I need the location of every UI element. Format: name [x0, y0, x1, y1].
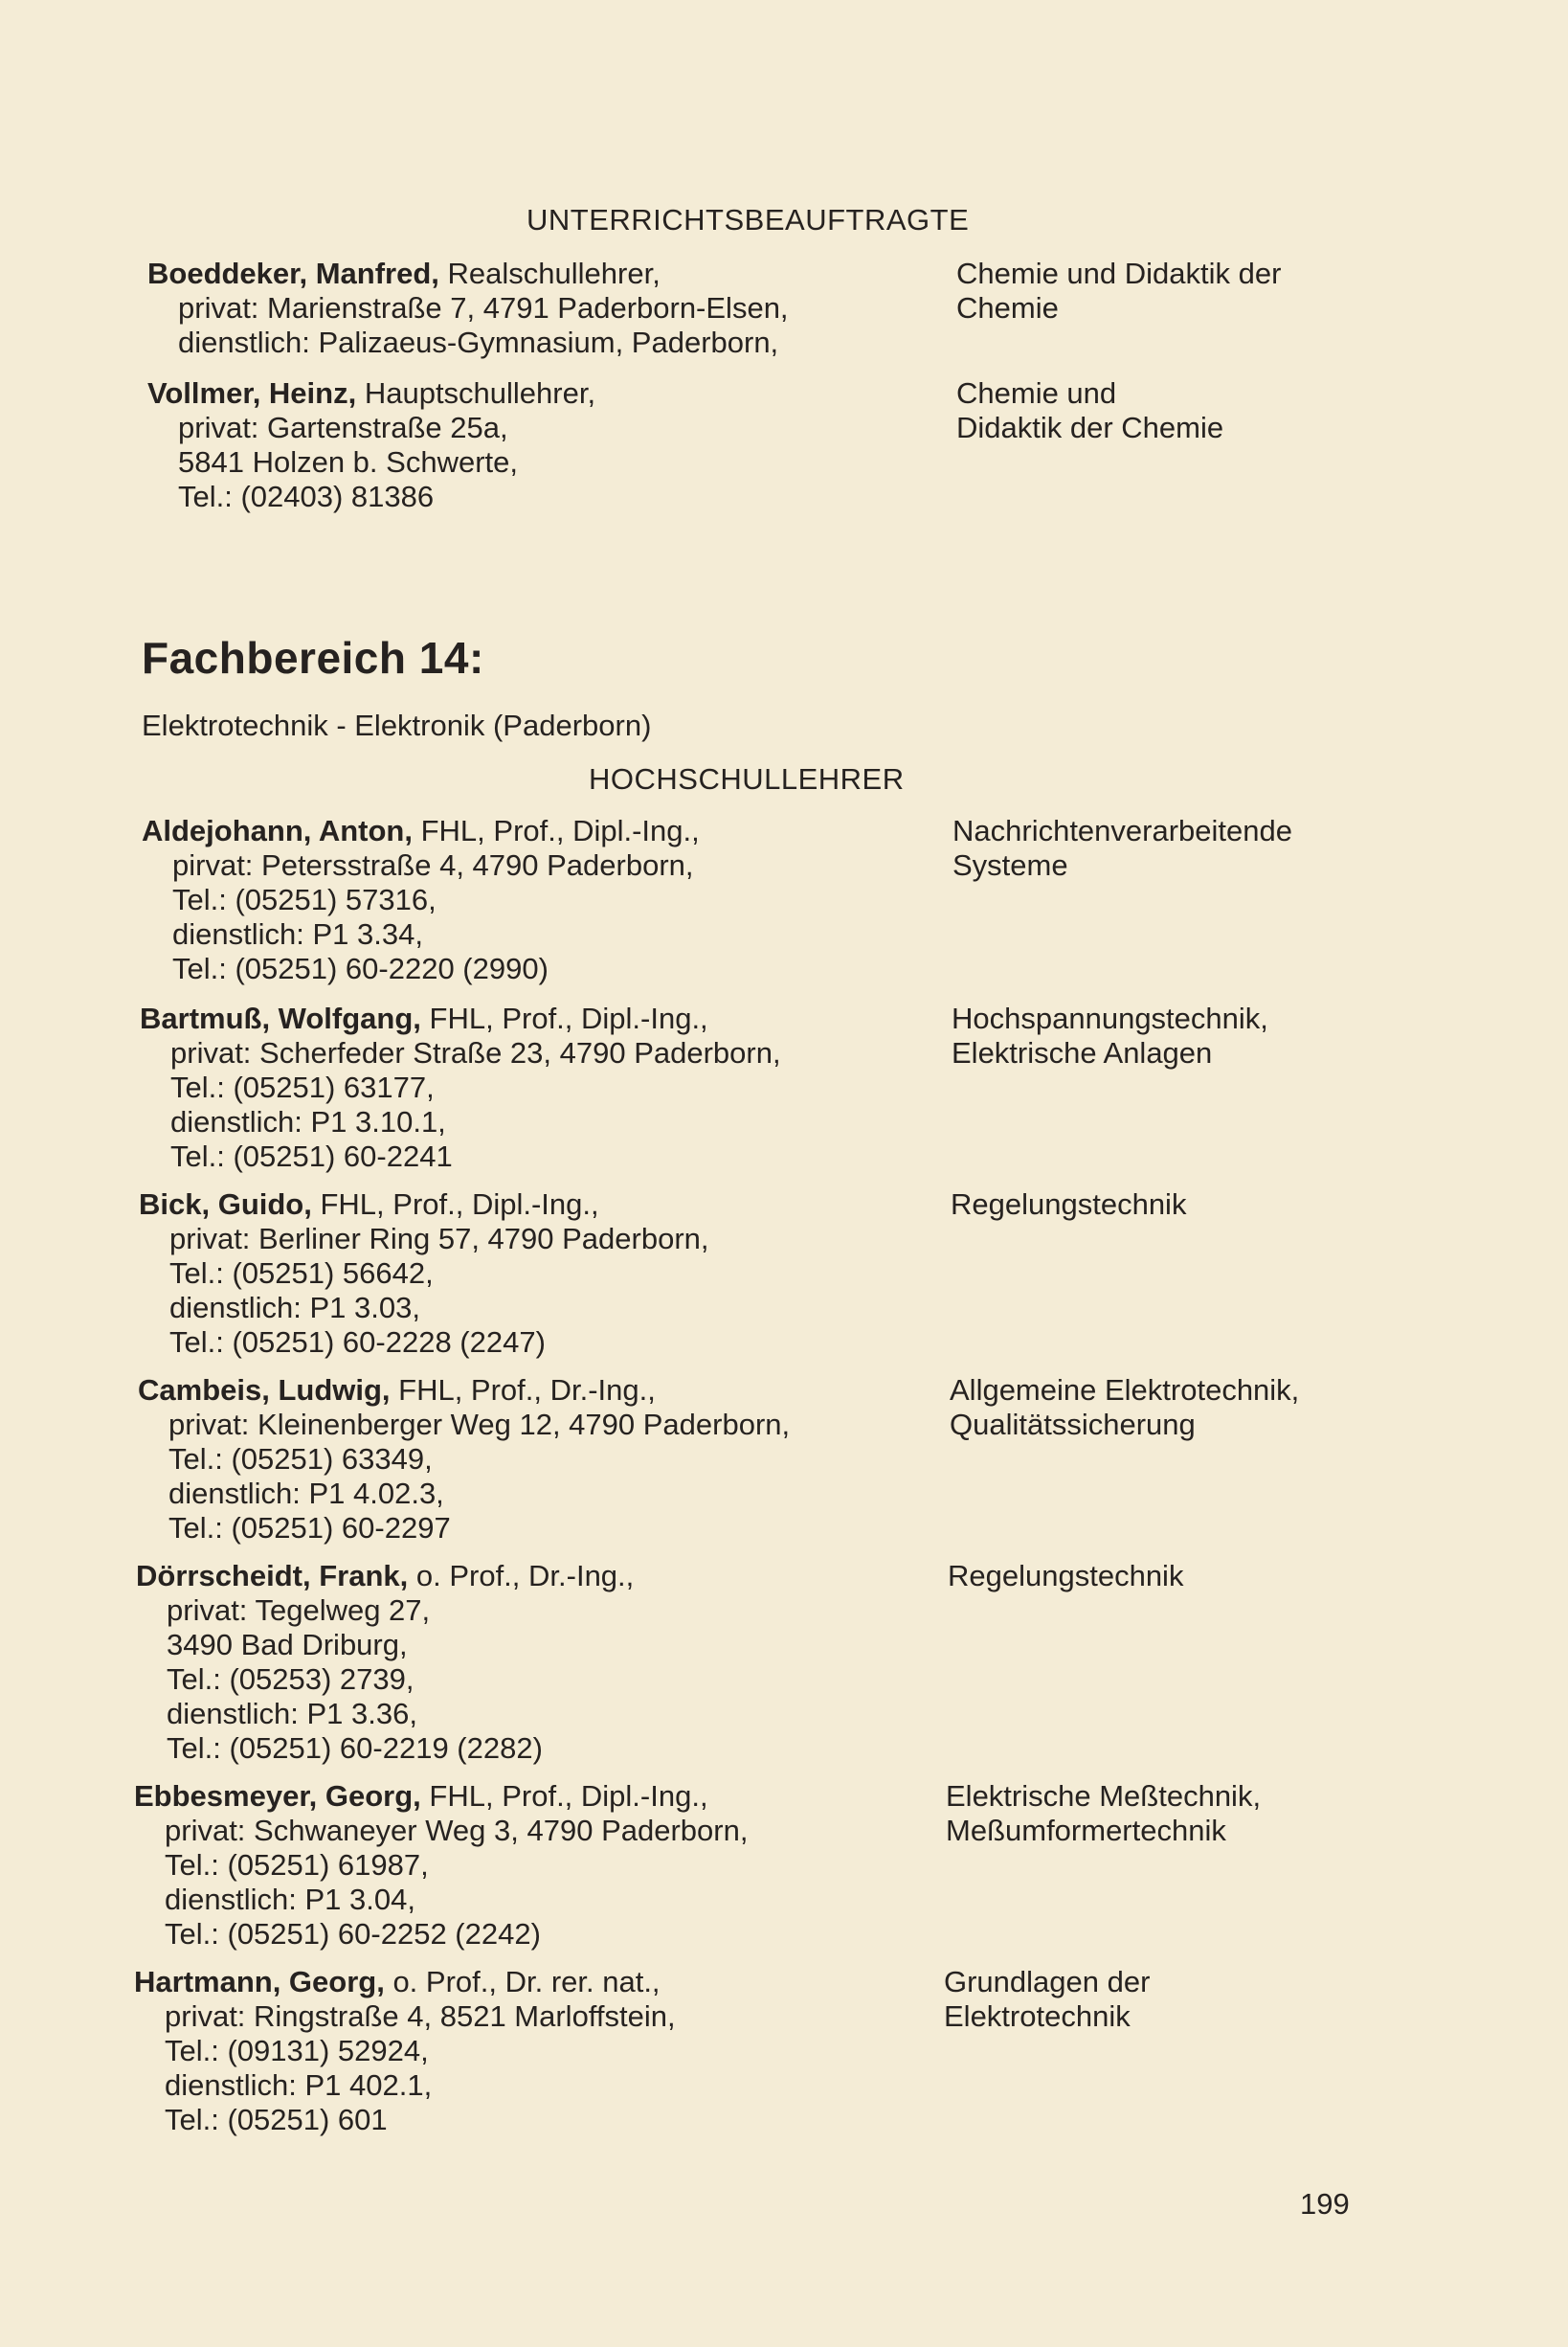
- entry-line: dienstlich: P1 3.36,: [167, 1697, 417, 1730]
- entry-title: Hauptschullehrer,: [356, 376, 596, 410]
- entry-line: privat: Gartenstraße 25a,: [178, 411, 508, 444]
- entry-name: Ebbesmeyer, Georg,: [134, 1779, 421, 1813]
- entry-subject: Chemie: [956, 291, 1059, 325]
- entry-name: Bartmuß, Wolfgang,: [140, 1002, 421, 1035]
- entry-line: privat: Berliner Ring 57, 4790 Paderborn,: [169, 1222, 709, 1255]
- entry-line: Tel.: (05251) 56642,: [169, 1256, 434, 1290]
- entry-subject: Qualitätssicherung: [950, 1408, 1196, 1441]
- entry-title: FHL, Prof., Dipl.-Ing.,: [412, 814, 700, 847]
- entry-name: Hartmann, Georg,: [134, 1965, 385, 1998]
- entry-subject: Elektrische Anlagen: [952, 1036, 1213, 1070]
- entry-line: dienstlich: P1 3.10.1,: [170, 1105, 446, 1139]
- entry-subject: Elektrische Meßtechnik,: [946, 1779, 1262, 1813]
- entry-name: Bick, Guido,: [139, 1187, 312, 1221]
- entry-line: privat: Scherfeder Straße 23, 4790 Paderborn,: [170, 1036, 781, 1070]
- entry-line: dienstlich: P1 3.34,: [172, 917, 423, 951]
- section-heading-unterrichtsbeauftragte: UNTERRICHTSBEAUFTRAGTE: [526, 203, 970, 237]
- entry-line: Tel.: (02403) 81386: [178, 480, 435, 513]
- fachbereich-title: Fachbereich 14:: [142, 633, 484, 683]
- entry-subject: Regelungstechnik: [951, 1187, 1187, 1221]
- fachbereich-subtitle: Elektrotechnik - Elektronik (Paderborn): [142, 709, 652, 742]
- entry-line: Tel.: (05251) 60-2219 (2282): [167, 1731, 543, 1765]
- entry-title: FHL, Prof., Dipl.-Ing.,: [420, 1779, 708, 1813]
- entry-line: Tel.: (05251) 60-2252 (2242): [165, 1917, 541, 1951]
- entry-name: Dörrscheidt, Frank,: [136, 1559, 409, 1592]
- entry-subject: Nachrichtenverarbeitende: [952, 814, 1292, 847]
- entry-subject: Grundlagen der: [944, 1965, 1151, 1998]
- page-number: 199: [1300, 2187, 1350, 2221]
- entry-line: Tel.: (05253) 2739,: [167, 1662, 414, 1696]
- entry-subject: Regelungstechnik: [948, 1559, 1184, 1592]
- entry-title: FHL, Prof., Dipl.-Ing.,: [420, 1002, 708, 1035]
- entry-line: privat: Schwaneyer Weg 3, 4790 Paderborn,: [165, 1814, 749, 1847]
- entry-line: Tel.: (05251) 61987,: [165, 1848, 429, 1882]
- entry-line: pirvat: Petersstraße 4, 4790 Paderborn,: [172, 848, 694, 882]
- entry-subject: Hochspannungstechnik,: [952, 1002, 1268, 1035]
- entry-subject: Chemie und Didaktik der: [956, 257, 1282, 290]
- entry-title: o. Prof., Dr. rer. nat.,: [384, 1965, 661, 1998]
- entry-line: privat: Marienstraße 7, 4791 Paderborn-Elsen,: [178, 291, 789, 325]
- entry-name: Boeddeker, Manfred,: [147, 257, 439, 290]
- entry-line: Tel.: (05251) 60-2228 (2247): [169, 1325, 546, 1359]
- entry-line: Tel.: (05251) 57316,: [172, 883, 437, 916]
- entry-subject: Didaktik der Chemie: [956, 411, 1224, 444]
- entry-name: Aldejohann, Anton,: [142, 814, 413, 847]
- entry-name: Cambeis, Ludwig,: [138, 1373, 391, 1407]
- entry-line: dienstlich: P1 4.02.3,: [168, 1477, 444, 1510]
- entry-line: privat: Kleinenberger Weg 12, 4790 Paderborn,: [168, 1408, 791, 1441]
- entry-line: 5841 Holzen b. Schwerte,: [178, 445, 518, 479]
- entry-subject: Allgemeine Elektrotechnik,: [950, 1373, 1300, 1407]
- entry-line: Tel.: (05251) 60-2220 (2990): [172, 952, 549, 985]
- entry-subject: Elektrotechnik: [944, 1999, 1131, 2033]
- entry-title: o. Prof., Dr.-Ing.,: [408, 1559, 635, 1592]
- entry-title: FHL, Prof., Dipl.-Ing.,: [311, 1187, 599, 1221]
- entry-line: Tel.: (05251) 60-2297: [168, 1511, 451, 1545]
- entry-title: FHL, Prof., Dr.-Ing.,: [390, 1373, 656, 1407]
- entry-line: Tel.: (09131) 52924,: [165, 2034, 429, 2067]
- entry-line: Tel.: (05251) 63349,: [168, 1442, 433, 1476]
- section-heading-hochschullehrer: HOCHSCHULLEHRER: [589, 762, 905, 796]
- entry-line: Tel.: (05251) 60-2241: [170, 1140, 453, 1173]
- entry-line: dienstlich: P1 3.04,: [165, 1883, 415, 1916]
- entry-line: privat: Ringstraße 4, 8521 Marloffstein,: [165, 1999, 676, 2033]
- entry-name: Vollmer, Heinz,: [147, 376, 357, 410]
- entry-line: privat: Tegelweg 27,: [167, 1593, 431, 1627]
- entry-subject: Systeme: [952, 848, 1068, 882]
- entry-line: Tel.: (05251) 601: [165, 2103, 388, 2136]
- entry-line: 3490 Bad Driburg,: [167, 1628, 408, 1661]
- entry-subject: Meßumformertechnik: [946, 1814, 1226, 1847]
- entry-title: Realschullehrer,: [438, 257, 661, 290]
- entry-line: dienstlich: P1 3.03,: [169, 1291, 420, 1324]
- entry-line: dienstlich: Palizaeus-Gymnasium, Paderborn,: [178, 326, 779, 359]
- entry-line: dienstlich: P1 402.1,: [165, 2068, 433, 2102]
- entry-subject: Chemie und: [956, 376, 1117, 410]
- entry-line: Tel.: (05251) 63177,: [170, 1071, 435, 1104]
